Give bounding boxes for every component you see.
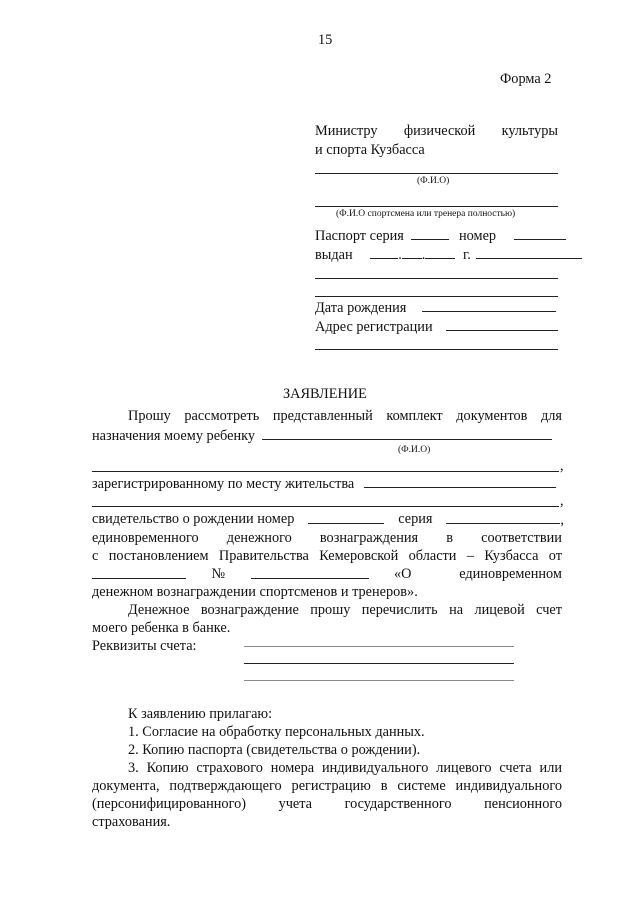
attachment-item-3-line-3	[92, 795, 562, 813]
passport-row	[315, 226, 566, 245]
account-field-line-2[interactable]	[244, 663, 514, 664]
child-fio-caption: (Ф.И.О)	[398, 445, 431, 455]
account-label: Реквизиты счета:	[92, 638, 197, 654]
residence-field[interactable]	[364, 474, 556, 488]
attachment-word: пенсионного	[484, 796, 562, 812]
passport-series-field[interactable]	[411, 226, 449, 240]
registered-row	[92, 474, 556, 493]
official-fio-field[interactable]	[315, 173, 558, 174]
official-fio-caption: (Ф.И.О)	[417, 176, 450, 186]
birth-cert-label: свидетельство о рождении номер	[92, 511, 295, 527]
addressee-line-2: и спорта Кузбасса	[315, 142, 425, 158]
body-word: в	[446, 530, 454, 546]
addressee-word: физической	[403, 123, 476, 139]
addressee-word: культуры	[501, 123, 558, 139]
attachment-item-3-line-4: страхования.	[92, 814, 171, 830]
body-word: денежного	[226, 530, 292, 546]
birth-cert-series-label: серия	[398, 511, 433, 527]
attachment-item-2: 2. Копию паспорта (свидетельства о рождении).	[128, 742, 421, 758]
body-p1-line-10: денежном вознаграждении спортсменов и тренеров».	[92, 584, 418, 600]
body-p1-line-2	[92, 426, 552, 445]
athlete-fio-field[interactable]	[315, 206, 558, 207]
child-fio-line-2[interactable]	[92, 471, 559, 472]
issued-day-field[interactable]	[370, 245, 398, 259]
birth-date-label: Дата рождения	[315, 300, 407, 316]
number-sign: №	[211, 566, 226, 582]
body-p1-line-7	[92, 529, 562, 547]
comma: ,	[560, 512, 564, 528]
issued-by-field[interactable]	[476, 245, 582, 259]
attachments-intro: К заявлению прилагаю:	[128, 706, 273, 722]
attachment-word: учета	[278, 796, 313, 812]
passport-number-field[interactable]	[514, 226, 566, 240]
comma: ,	[560, 458, 564, 474]
registration-label: Адрес регистрации	[315, 319, 433, 335]
body-p2-line-1: Денежное вознаграждение прошу перечислить на лицевой счет	[128, 602, 562, 618]
issued-date-separator: .	[421, 247, 426, 263]
body-word: единовременного	[92, 530, 199, 546]
decree-date-field[interactable]	[92, 565, 186, 579]
passport-series-label: Паспорт серия	[315, 228, 404, 244]
attachment-word: (персонифицированного)	[92, 796, 246, 812]
issued-label: выдан	[315, 247, 353, 263]
body-p1-line-8: с постановлением Правительства Кемеровской области – Кузбасса от	[92, 548, 562, 564]
passport-number-label: номер	[459, 228, 497, 244]
birth-cert-number-field[interactable]	[308, 510, 384, 524]
birth-cert-series-field[interactable]	[446, 510, 560, 524]
registration-line-2[interactable]	[315, 349, 558, 350]
child-label: назначения моему ребенку	[92, 428, 256, 444]
registration-row	[315, 317, 558, 336]
decree-row	[92, 565, 562, 583]
account-field-line-1[interactable]	[244, 646, 514, 647]
body-p1-line-1: Прошу рассмотреть представленный комплект документов для	[128, 408, 562, 424]
registered-label: зарегистрированному по месту жительства	[92, 476, 355, 492]
issued-year-field[interactable]	[425, 245, 455, 259]
body-word: вознаграждения	[319, 530, 419, 546]
issued-by-line-2[interactable]	[315, 278, 558, 279]
attachment-item-1: 1. Согласие на обработку персональных данных.	[128, 724, 425, 740]
form-label: Форма 2	[500, 71, 552, 87]
body-p2-line-2: моего ребенка в банке.	[92, 620, 231, 636]
issued-by-line-3[interactable]	[315, 296, 558, 297]
attachment-item-3-line-2: документа, подтверждающего регистрацию в системе индивидуального	[92, 778, 562, 794]
addressee-line-1	[315, 122, 558, 140]
attachment-word: государственного	[344, 796, 452, 812]
comma: ,	[560, 493, 564, 509]
birth-date-field[interactable]	[422, 298, 556, 312]
decree-quote-open: «О единовременном	[393, 566, 562, 582]
athlete-fio-caption: (Ф.И.О спортсмена или тренера полностью)	[336, 209, 516, 219]
birth-date-row	[315, 298, 556, 317]
issued-year-suffix: г.	[462, 247, 471, 263]
account-field-line-3[interactable]	[244, 680, 514, 681]
body-word: соответствии	[481, 530, 562, 546]
issued-date-separator: .	[398, 247, 402, 263]
child-fio-field[interactable]	[262, 426, 552, 440]
residence-line-2[interactable]	[92, 506, 559, 507]
decree-number-field[interactable]	[251, 565, 369, 579]
attachment-item-3: 3. Копию страхового номера индивидуального лицевого счета или	[128, 760, 562, 776]
page-number: 15	[318, 32, 333, 48]
issued-month-field[interactable]	[402, 245, 422, 259]
document-title: ЗАЯВЛЕНИЕ	[283, 386, 367, 402]
registration-field[interactable]	[446, 317, 558, 331]
addressee-word: Министру	[315, 123, 378, 139]
birth-cert-row	[92, 510, 564, 529]
issued-row	[315, 245, 582, 264]
